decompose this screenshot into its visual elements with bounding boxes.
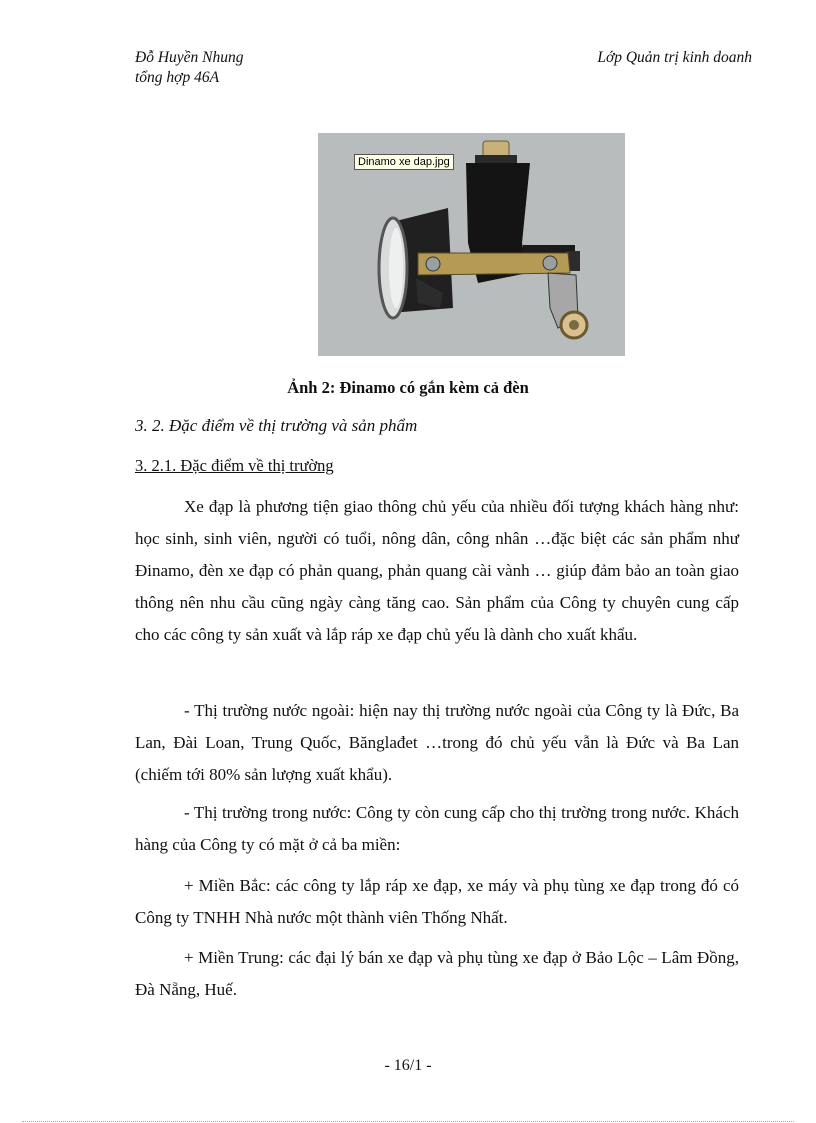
paragraph-central-region: + Miền Trung: các đại lý bán xe đạp và phụ tùng xe đạp ở Bảo Lộc – Lâm Đồng, Đà Nẵng, Huế. [135, 948, 739, 999]
author-name: Đỗ Huyền Nhung [135, 49, 244, 66]
header-course: Lớp Quản trị kinh doanh [597, 49, 752, 66]
paragraph-foreign-market: - Thị trường nước ngoài: hiện nay thị trường nước ngoài của Công ty là Đức, Ba Lan, Đài Loan, Trung Quốc, Bănglađet …trong đó chủ yếu vẫn là Đức và Ba Lan (chiếm tới 80% sản lượng xuất khẩu). [135, 701, 739, 784]
paragraph-north-region: + Miền Bắc: các công ty lắp ráp xe đạp, xe máy và phụ tùng xe đạp trong đó có Công ty TNHH Nhà nước một thành viên Thống Nhất. [135, 876, 739, 927]
subsection-title: 3. 2.1. Đặc điểm về thị trường [135, 456, 334, 475]
header-left [135, 48, 244, 88]
figure-caption: Ảnh 2: Đinamo có gắn kèm cả đèn [287, 378, 529, 397]
paragraph-domestic-market: - Thị trường trong nước: Công ty còn cung cấp cho thị trường trong nước. Khách hàng của Công ty có mặt ở cả ba miền: [135, 803, 739, 854]
class-line: tổng hợp 46A [135, 69, 220, 86]
page-number: - 16/1 - [384, 1057, 432, 1074]
section-title: 3. 2. Đặc điểm về thị trường và sản phẩm [135, 416, 418, 435]
footer-divider [22, 1121, 794, 1122]
image-filename-label: Dinamo xe dap.jpg [354, 154, 454, 170]
dinamo-photo [318, 133, 625, 356]
paragraph-intro: Xe đạp là phương tiện giao thông chủ yếu của nhiều đối tượng khách hàng như: học sinh, sinh viên, người có tuổi, nông dân, công nhân …đặc biệt các sản phẩm như Đinamo, đèn xe đạp có phản quang, phản quang cài vành … giúp đảm bảo an toàn giao thông nên nhu cầu cũng ngày càng tăng cao. Sản phẩm của Công ty chuyên cung cấp cho các công ty sản xuất và lắp ráp xe đạp chủ yếu là dành cho xuất khẩu. [135, 497, 739, 644]
